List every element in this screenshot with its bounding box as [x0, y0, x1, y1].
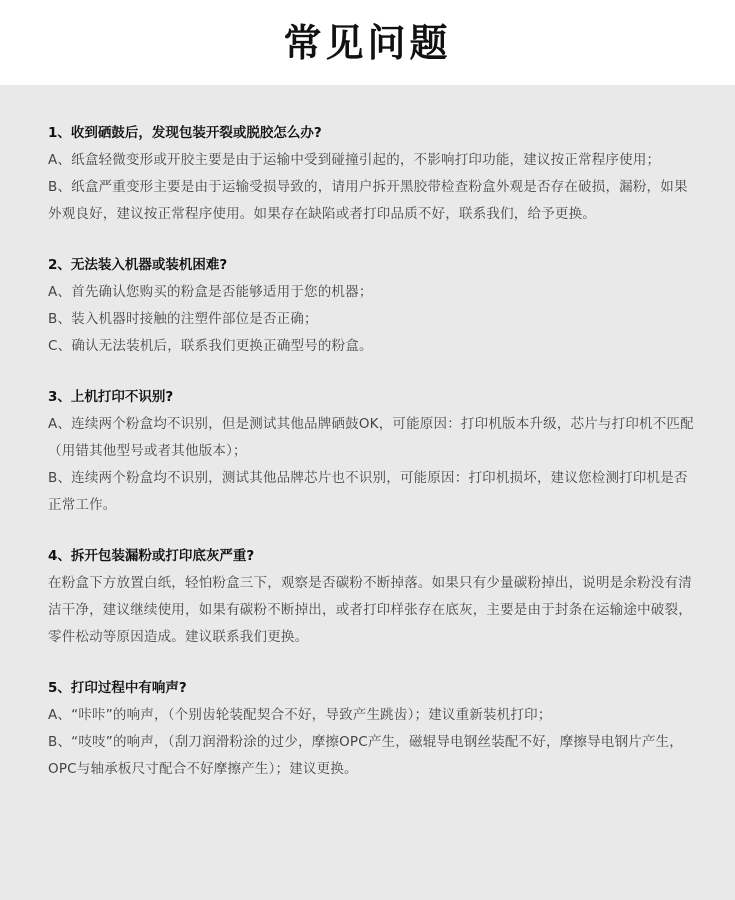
faq-answer: 在粉盒下方放置白纸，轻怕粉盒三下，观察是否碳粉不断掉落。如果只有少量碳粉掉出，说明是余粉没有清洁干净，建议继续使用，如果有碳粉不断掉出，或者打印样张存在底灰，主要是由于封条在运输途中破裂，零件松动等原因造成。建议联系我们更换。	[48, 575, 692, 645]
faq-answer: B、装入机器时接触的注塑件部位是否正确；	[48, 311, 318, 327]
page-title: 常见问题	[283, 20, 452, 65]
faq-answer: C、确认无法装机后，联系我们更换正确型号的粉盒。	[48, 338, 373, 354]
faq-answer: A、“咔咔”的响声，（个别齿轮装配契合不好，导致产生跳齿）；建议重新装机打印；	[48, 707, 552, 723]
faq-question: 1、收到硒鼓后，发现包装开裂或脱胶怎么办?	[48, 125, 322, 141]
faq-content	[0, 85, 735, 900]
faq-item-5	[48, 678, 699, 783]
faq-question: 3、上机打印不识别?	[48, 389, 174, 405]
faq-item-2	[48, 255, 699, 360]
faq-question: 2、无法装入机器或装机困难?	[48, 257, 228, 273]
faq-item-3	[48, 387, 699, 519]
faq-answer: A、连续两个粉盒均不识别，但是测试其他品牌硒鼓OK，可能原因：打印机版本升级，芯片与打印机不匹配（用错其他型号或者其他版本）；	[48, 416, 694, 459]
faq-answer: B、连续两个粉盒均不识别，测试其他品牌芯片也不识别，可能原因：打印机损坏，建议您检测打印机是否正常工作。	[48, 470, 688, 513]
faq-answer: A、纸盒轻微变形或开胶主要是由于运输中受到碰撞引起的，不影响打印功能，建议按正常程序使用；	[48, 152, 661, 168]
page-header	[0, 0, 735, 85]
faq-answer: A、首先确认您购买的粉盒是否能够适用于您的机器；	[48, 284, 373, 300]
faq-item-1	[48, 123, 699, 228]
faq-question: 5、打印过程中有响声?	[48, 680, 187, 696]
faq-answer: B、“吱吱”的响声，（刮刀润滑粉涂的过少，摩擦OPC产生，磁辊导电钢丝装配不好，摩擦导电钢片产生，OPC与轴承板尺寸配合不好摩擦产生）；建议更换。	[48, 734, 683, 777]
faq-answer: B、纸盒严重变形主要是由于运输受损导致的，请用户拆开黑胶带检查粉盒外观是否存在破损，漏粉，如果外观良好，建议按正常程序使用。如果存在缺陷或者打印品质不好，联系我们，给予更换。	[48, 179, 688, 222]
faq-item-4	[48, 546, 699, 651]
faq-question: 4、拆开包装漏粉或打印底灰严重?	[48, 548, 255, 564]
